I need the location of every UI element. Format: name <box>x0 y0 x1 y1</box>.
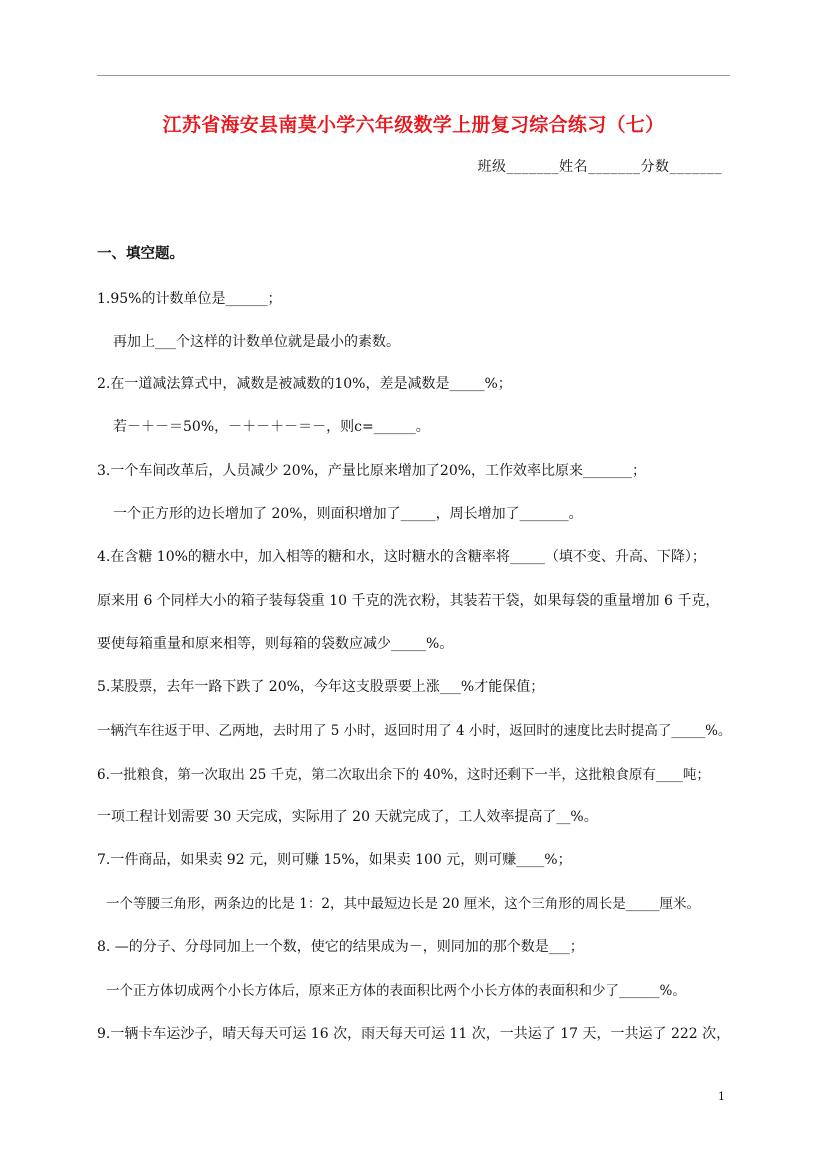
page-number: 1 <box>718 1090 725 1103</box>
section-heading: 一、填空题。 <box>97 245 184 262</box>
question-line: 8. —的分子、分母同加上一个数，使它的结果成为－，则同加的那个数是___； <box>97 939 584 955</box>
question-line: 若－＋－＝50%，－＋－＋－＝－，则c=______。 <box>113 419 430 435</box>
student-info-line: 班级_______姓名_______分数_______ <box>477 159 722 175</box>
question-line: 一辆汽车往返于甲、乙两地，去时用了 5 小时，返回时用了 4 小时，返回时的速度比去时提高了_____%。 <box>97 723 732 739</box>
question-line: 一个等腰三角形，两条边的比是 1：2，其中最短边长是 20 厘米，这个三角形的周长是_____厘米。 <box>106 896 700 912</box>
question-line: 一个正方体切成两个小长方体后，原来正方体的表面积比两个小长方体的表面积和少了______%。 <box>106 983 686 999</box>
header-rule <box>97 75 730 76</box>
question-line: 2.在一道减法算式中，减数是被减数的10%，差是减数是_____%； <box>97 376 512 392</box>
document-title: 江苏省海安县南莫小学六年级数学上册复习综合练习（七） <box>162 114 665 136</box>
question-line: 7.一件商品，如果卖 92 元，则可赚 15%，如果卖 100 元，则可赚____%； <box>97 852 572 868</box>
question-line: 3.一个车间改革后，人员减少 20%，产量比原来增加了20%，工作效率比原来_______； <box>97 463 647 479</box>
question-line: 原来用 6 个同样大小的箱子装每袋重 10 千克的洗衣粉，其装若干袋，如果每袋的重量增加 6 千克， <box>97 593 720 609</box>
question-line: 要使每箱重量和原来相等，则每箱的袋数应减少_____%。 <box>97 636 454 652</box>
question-line: 6.一批粮食，第一次取出 25 千克，第二次取出余下的 40%，这时还剩下一半，这批粮食原有____吨； <box>97 767 710 783</box>
question-line: 4.在含糖 10%的糖水中，加入相等的糖和水，这时糖水的含糖率将_____（填不变、升高、下降）； <box>97 549 706 565</box>
question-line: 一项工程计划需要 30 天完成，实际用了 20 天就完成了，工人效率提高了__%。 <box>97 809 598 825</box>
question-line: 5.某股票，去年一路下跌了 20%，今年这支股票要上涨___%才能保值； <box>97 679 545 695</box>
question-line: 一个正方形的边长增加了 20%，则面积增加了_____，周长增加了_______。 <box>113 506 583 522</box>
question-line: 再加上___个这样的计数单位就是最小的素数。 <box>113 334 400 350</box>
question-line: 1.95%的计数单位是______； <box>97 291 282 307</box>
question-line: 9.一辆卡车运沙子，晴天每天可运 16 次，雨天每天可运 11 次，一共运了 17 天，一共运了 222 次， <box>97 1026 731 1042</box>
